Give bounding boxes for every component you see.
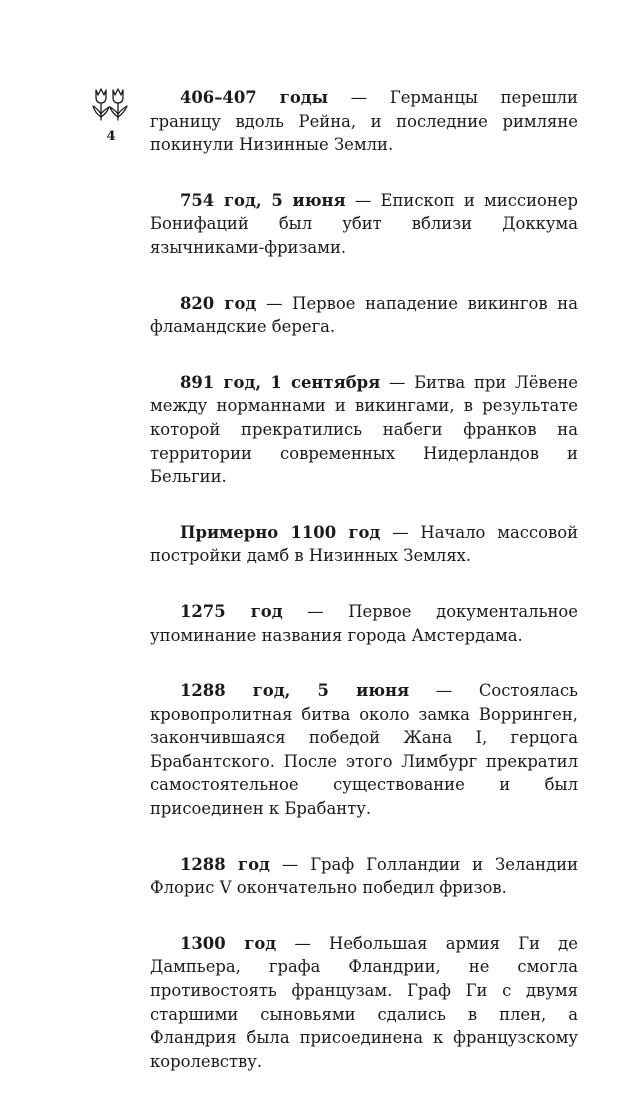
entry-date: 1288 год xyxy=(180,854,270,874)
chronology-entry xyxy=(150,189,578,260)
entry-text: — Первое документальное упоминание названия города Амстердама. xyxy=(150,601,578,645)
entry-text: — Состоялась кровопролитная битва около замка Ворринген, закончившаяся победой Жана I, герцога Брабантского. После этого Лимбург прекратил самостоятельное существование и был присоединен к Брабанту. xyxy=(150,681,578,819)
entry-text: — Епископ и миссионер Бонифаций был убит вблизи Доккума язычниками-фризами. xyxy=(150,190,578,257)
entry-text: — Германцы перешли границу вдоль Рейна, и последние римляне покинули Низинные Земли. xyxy=(150,88,578,155)
chronology-entry xyxy=(150,371,578,489)
chronology-entry xyxy=(150,853,578,900)
entry-date: 754 год, 5 июня xyxy=(180,190,346,210)
entry-date: 820 год xyxy=(180,293,257,313)
entry-date: 891 год, 1 сентября xyxy=(180,372,381,392)
entry-text: — Граф Голландии и Зеландии Флорис V окончательно победил фризов. xyxy=(150,854,578,898)
page-number: 4 xyxy=(106,129,116,144)
entry-date: Примерно 1100 год xyxy=(180,522,381,542)
chronology-list xyxy=(150,86,578,1105)
entry-date: 1300 год xyxy=(180,933,277,953)
chronology-entry xyxy=(150,600,578,647)
tulips-icon xyxy=(90,86,130,122)
entry-text: — Битва при Лёвене между норманнами и викингами, в результате которой прекратились набеги франков на территории современных Нидерландов и Бельгии. xyxy=(150,372,578,487)
entry-date: 406–407 годы xyxy=(180,88,329,107)
entry-date: 1288 год, 5 июня xyxy=(180,681,410,701)
chronology-entry xyxy=(150,932,578,1074)
chronology-entry xyxy=(150,679,578,821)
entry-text: — Первое нападение викингов на фламандские берега. xyxy=(150,293,578,337)
entry-text: — Небольшая армия Ги де Дампьера, графа Фландрии, не смогла противостоять французам. Граф Ги с двумя старшими сыновьями сдались в плен, а Фландрия была присоединена к французскому королевству. xyxy=(150,933,578,1071)
entry-text: — Начало массовой постройки дамб в Низинных Землях. xyxy=(150,522,578,566)
entry-date: 1275 год xyxy=(180,601,283,621)
chronology-entry xyxy=(150,292,578,339)
chronology-entry xyxy=(150,86,578,157)
chronology-entry xyxy=(150,521,578,568)
